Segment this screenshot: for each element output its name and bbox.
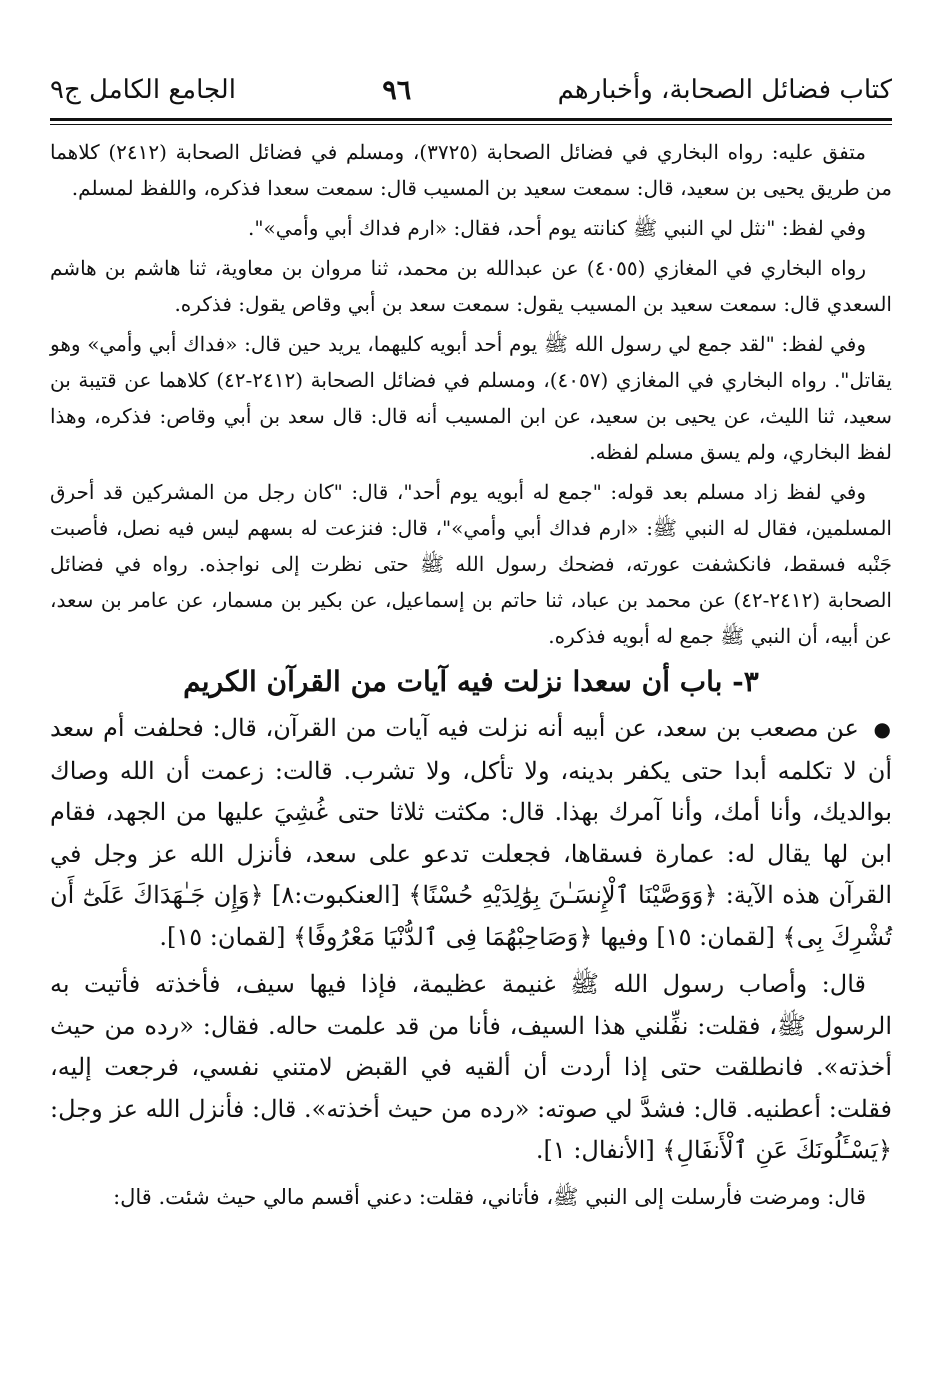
collection-title: الجامع الكامل ج٩: [50, 75, 236, 105]
page-header: [50, 66, 892, 114]
note-paragraph: رواه البخاري في المغازي (٤٠٥٥) عن عبدالله بن محمد، ثنا مروان بن معاوية، ثنا هاشم بن هاشم السعدي قال: سمعت سعيد بن المسيب يقول: سمعت سعد بن أبي وقاص يقول: فذكره.: [50, 256, 892, 316]
note-paragraph: وفي لفظ زاد مسلم بعد قوله: "جمع له أبويه يوم أحد"، قال: "كان رجل من المشركين قد أحرق المسلمين، فقال له النبي ﷺ: «ارم فداك أبي وأمي»"، قال: فنزعت له بسهم ليس فيه نصل، فأصبت جَنْبه فسقط، فانكشفت عورته، فضحك رسول الله ﷺ حتى نظرت إلى نواجذه. رواه في فضائل الصحابة (٢٤١٢-٤٢) عن محمد بن عباد، ثنا حاتم بن إسماعيل، عن بكير بن مسمار، عن عامر بن سعد، عن أبيه، أن النبي ﷺ جمع له أبويه فذكره.: [50, 480, 892, 648]
header-rule-thin: [50, 124, 892, 125]
page-number: ٩٦: [382, 74, 412, 106]
note-paragraph: وفي لفظ: "لقد جمع لي رسول الله ﷺ يوم أحد أبويه كليهما، يريد حين قال: «فداك أبي وأمي» وهو يقاتل". رواه البخاري في المغازي (٤٠٥٧)، ومسلم في فضائل الصحابة (٢٤١٢-٤٢) كلاهما عن قتيبة بن سعيد، ثنا الليث، عن يحيى بن سعيد، عن ابن المسيب أنه قال: قال سعد بن أبي وقاص: فذكره، وهذا لفظ البخاري، ولم يسق مسلم لفظه.: [50, 332, 892, 464]
hadith-paragraph: قال: وأصاب رسول الله ﷺ غنيمة عظيمة، فإذا فيها سيف، فأخذته فأتيت به الرسول ﷺ، فقلت: نفِّلني هذا السيف، فأنا من قد علمت حاله. فقال: «رده من حيث أخذته». فانطلقت حتى إذا أردت أن ألقيه في القبض لامتني نفسي، فرجعت إليه، فقلت: أعطنيه. قال: فشدَّ لي صوته: «رده من حيث أخذته». قال: فأنزل الله عز وجل: ﴿يَسْـَٔلُونَكَ عَنِ ٱلْأَنفَالِ﴾ [الأنفال: ١].: [50, 970, 892, 1164]
page-content: [50, 134, 892, 1222]
book-title: كتاب فضائل الصحابة، وأخبارهم: [557, 75, 892, 105]
hadith-text: عن مصعب بن سعد، عن أبيه أنه نزلت فيه آيات من القرآن، قال: فحلفت أم سعد أن لا تكلمه أبدا حتى يكفر بدينه، ولا تأكل، ولا تشرب. قالت: زعمت أن الله وصاك بوالديك، وأنا أمك، وأنا آمرك بهذا. قال: مكثت ثلاثا حتى غُشِيَ عليها من الجهد، فقام ابن لها يقال له: عمارة فسقاها، فجعلت تدعو على سعد، فأنزل الله عز وجل في القرآن هذه الآية: ﴿وَوَصَّيْنَا ٱلْإِنسَـٰنَ بِوَٰلِدَيْهِ حُسْنًا﴾ [العنكبوت:٨] ﴿وَإِن جَـٰهَدَاكَ عَلَىٰٓ أَن تُشْرِكَ بِى﴾ [لقمان: ١٥] وفيها ﴿وَصَاحِبْهُمَا فِى ٱلدُّنْيَا مَعْرُوفًا﴾ [لقمان: ١٥].: [50, 714, 892, 951]
hadith-paragraph-continued: قال: ومرضت فأرسلت إلى النبي ﷺ، فأتاني، فقلت: دعني أقسم مالي حيث شئت. قال:: [113, 1184, 866, 1209]
bullet-icon: ●: [873, 717, 892, 741]
section-heading: ٣- باب أن سعدا نزلت فيه آيات من القرآن الكريم: [183, 665, 759, 698]
note-paragraph: متفق عليه: رواه البخاري في فضائل الصحابة (٣٧٢٥)، ومسلم في فضائل الصحابة (٢٤١٢) كلاهما من طريق يحيى بن سعيد، قال: سمعت سعيد بن المسيب قال: سمعت سعدا فذكره، واللفظ لمسلم.: [50, 140, 892, 200]
note-paragraph: وفي لفظ: "نثل لي النبي ﷺ كنانته يوم أحد، فقال: «ارم فداك أبي وأمي»".: [247, 216, 866, 240]
takhrij-notes: [50, 134, 892, 654]
header-rule-thick: [50, 118, 892, 121]
hadith-paragraph: [50, 708, 892, 958]
main-text: [50, 708, 892, 1216]
